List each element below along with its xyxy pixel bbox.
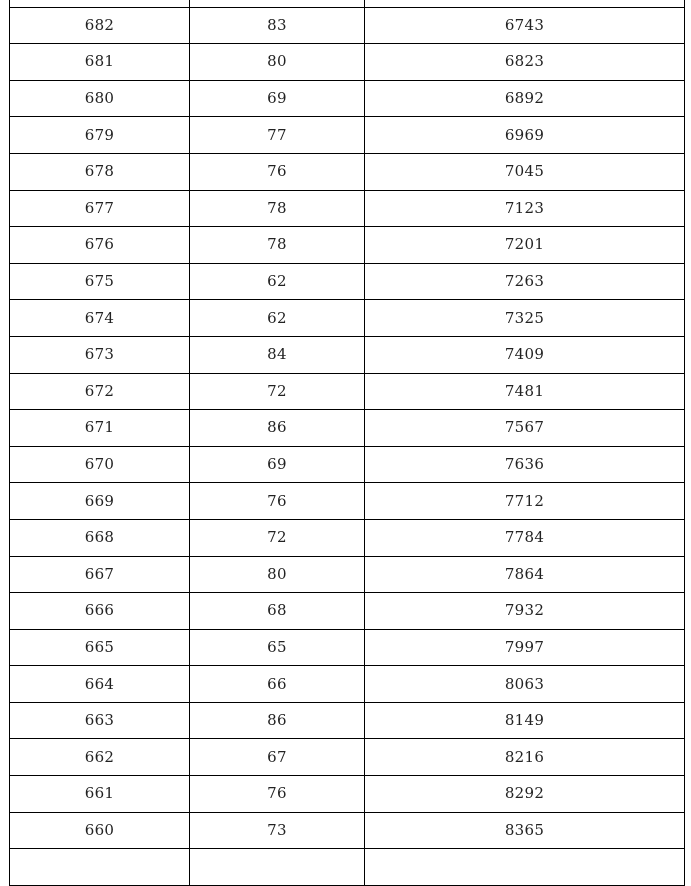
- table-cell: 80: [190, 556, 365, 593]
- table-cell: 76: [190, 776, 365, 813]
- table-cell: 667: [10, 556, 190, 593]
- score-table: [9, 0, 685, 886]
- table-cell: 7712: [365, 483, 685, 520]
- table-row: [10, 446, 685, 483]
- table-cell: 83: [190, 7, 365, 44]
- score-table-container: [9, 0, 684, 886]
- table-row: [10, 739, 685, 776]
- table-cell: 7201: [365, 227, 685, 264]
- table-cell: 682: [10, 7, 190, 44]
- table-cell: [190, 849, 365, 886]
- table-cell: 6823: [365, 44, 685, 81]
- table-cell: 663: [10, 702, 190, 739]
- table-cell: 68: [190, 593, 365, 630]
- table-cell: 6892: [365, 80, 685, 117]
- table-cell: 672: [10, 373, 190, 410]
- table-cell: [190, 0, 365, 7]
- table-cell: 7263: [365, 263, 685, 300]
- table-row: [10, 812, 685, 849]
- table-cell: 69: [190, 80, 365, 117]
- table-cell: 62: [190, 300, 365, 337]
- table-cell: 674: [10, 300, 190, 337]
- table-cell: 76: [190, 153, 365, 190]
- table-cell: 73: [190, 812, 365, 849]
- table-cell: 660: [10, 812, 190, 849]
- table-cell: 67: [190, 739, 365, 776]
- table-row: [10, 190, 685, 227]
- table-cell: 675: [10, 263, 190, 300]
- table-cell: 7567: [365, 410, 685, 447]
- table-row: [10, 117, 685, 154]
- table-row: [10, 776, 685, 813]
- table-row: [10, 593, 685, 630]
- table-cell: [10, 0, 190, 7]
- table-row: [10, 483, 685, 520]
- table-row: [10, 629, 685, 666]
- table-cell: 7636: [365, 446, 685, 483]
- table-row: [10, 702, 685, 739]
- table-cell: 6969: [365, 117, 685, 154]
- table-cell: 65: [190, 629, 365, 666]
- table-cell: 7409: [365, 336, 685, 373]
- table-cell: [365, 849, 685, 886]
- table-cell: 8216: [365, 739, 685, 776]
- table-row: [10, 80, 685, 117]
- table-row: [10, 263, 685, 300]
- table-cell: 86: [190, 410, 365, 447]
- table-body: [10, 0, 685, 885]
- table-cell: 679: [10, 117, 190, 154]
- table-row: [10, 373, 685, 410]
- table-row: [10, 44, 685, 81]
- table-cell: 69: [190, 446, 365, 483]
- table-cell: 664: [10, 666, 190, 703]
- table-cell: 78: [190, 227, 365, 264]
- table-cell: 668: [10, 519, 190, 556]
- table-cell: 7784: [365, 519, 685, 556]
- table-cell: 677: [10, 190, 190, 227]
- table-cell: 72: [190, 373, 365, 410]
- table-cell: 7325: [365, 300, 685, 337]
- table-row: [10, 153, 685, 190]
- table-cell: 669: [10, 483, 190, 520]
- table-cell: 76: [190, 483, 365, 520]
- table-cell: 8149: [365, 702, 685, 739]
- table-row: [10, 556, 685, 593]
- table-cell: 681: [10, 44, 190, 81]
- table-cell: 8365: [365, 812, 685, 849]
- table-cell: 671: [10, 410, 190, 447]
- table-row: [10, 849, 685, 886]
- table-row: [10, 666, 685, 703]
- table-cell: 8063: [365, 666, 685, 703]
- table-cell: 7045: [365, 153, 685, 190]
- table-cell: 7997: [365, 629, 685, 666]
- table-cell: 676: [10, 227, 190, 264]
- table-cell: 62: [190, 263, 365, 300]
- table-cell: 665: [10, 629, 190, 666]
- table-row: [10, 227, 685, 264]
- table-cell: 678: [10, 153, 190, 190]
- table-cell: 77: [190, 117, 365, 154]
- table-row: [10, 336, 685, 373]
- table-cell: 661: [10, 776, 190, 813]
- table-cell: [10, 849, 190, 886]
- table-cell: 673: [10, 336, 190, 373]
- table-row: [10, 0, 685, 7]
- table-cell: 84: [190, 336, 365, 373]
- table-row: [10, 410, 685, 447]
- table-cell: 7123: [365, 190, 685, 227]
- table-row: [10, 7, 685, 44]
- table-cell: 8292: [365, 776, 685, 813]
- table-cell: 7932: [365, 593, 685, 630]
- table-cell: 666: [10, 593, 190, 630]
- table-cell: 670: [10, 446, 190, 483]
- table-cell: 80: [190, 44, 365, 81]
- table-cell: 7481: [365, 373, 685, 410]
- table-cell: 680: [10, 80, 190, 117]
- table-cell: 6743: [365, 7, 685, 44]
- table-cell: 662: [10, 739, 190, 776]
- table-cell: [365, 0, 685, 7]
- table-cell: 7864: [365, 556, 685, 593]
- table-cell: 66: [190, 666, 365, 703]
- table-cell: 72: [190, 519, 365, 556]
- table-row: [10, 300, 685, 337]
- table-cell: 86: [190, 702, 365, 739]
- table-row: [10, 519, 685, 556]
- table-cell: 78: [190, 190, 365, 227]
